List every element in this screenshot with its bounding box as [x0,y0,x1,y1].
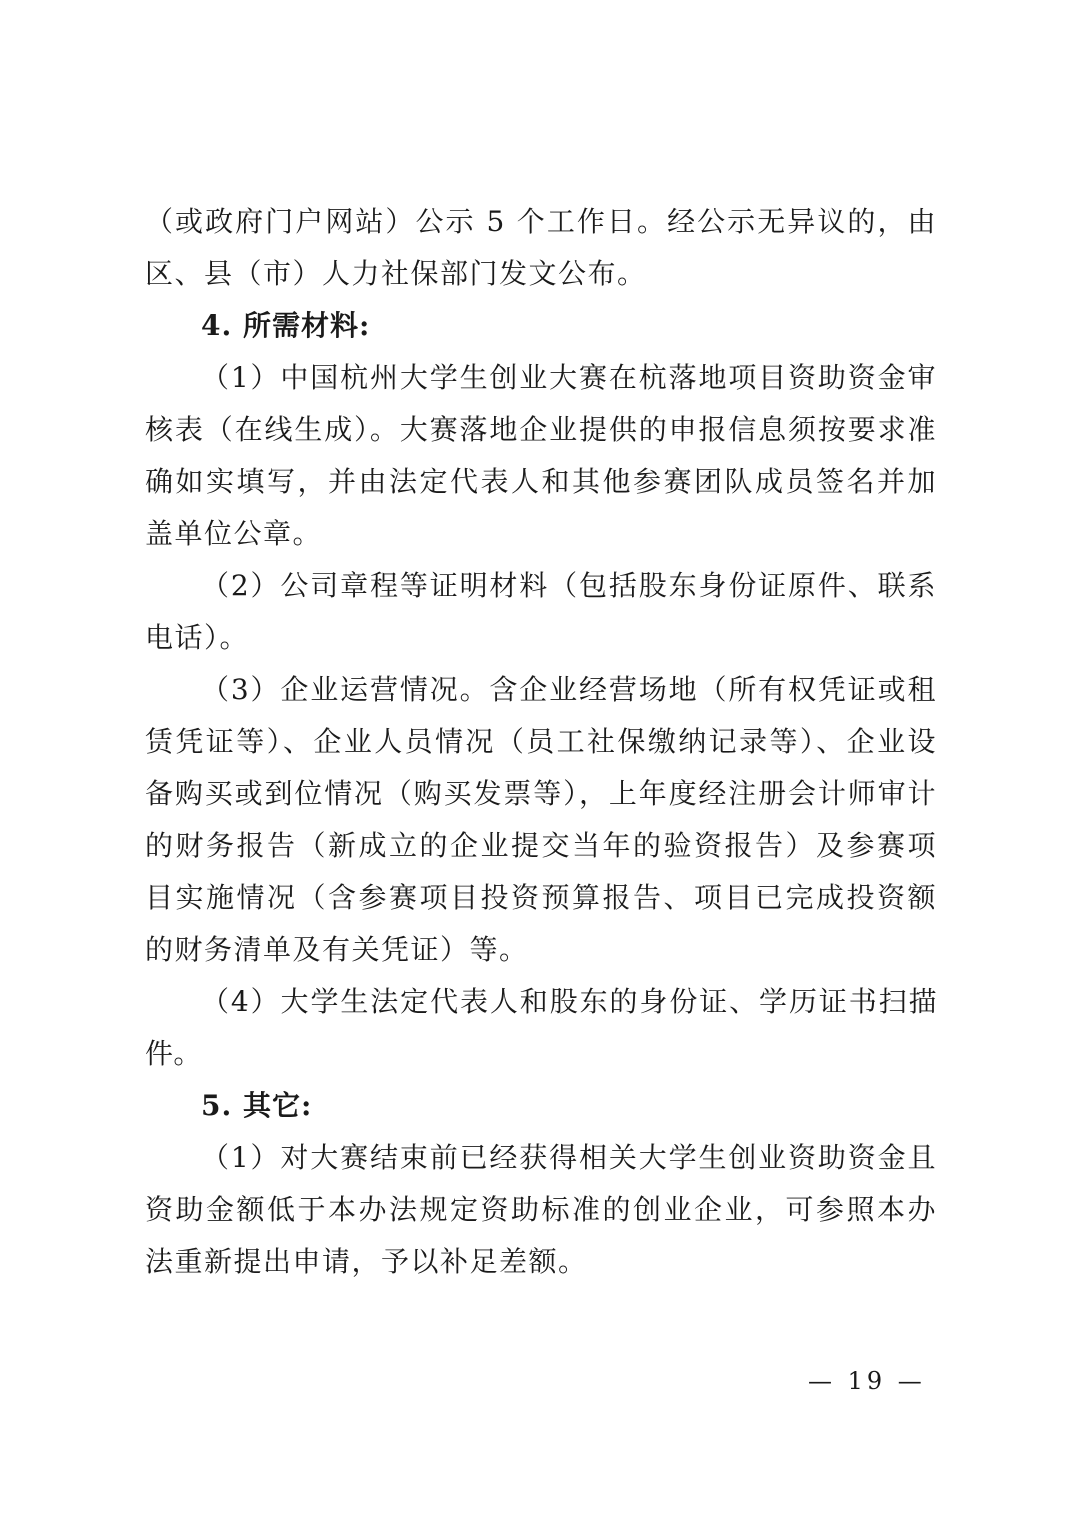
materials-item-2: （2）公司章程等证明材料（包括股东身份证原件、联系电话）。 [145,569,937,654]
section-heading-other: 5. 其它: [201,1089,313,1122]
page-number: — 19 — [808,1367,926,1395]
section-heading-materials: 4. 所需材料: [201,309,371,342]
materials-item-4: （4）大学生法定代表人和股东的身份证、学历证书扫描件。 [145,985,937,1070]
document-body [145,196,937,1288]
other-item-1: （1）对大赛结束前已经获得相关大学生创业资助资金且资助金额低于本办法规定资助标准的创业企业，可参照本办法重新提出申请，予以补足差额。 [145,1141,937,1278]
continuation-paragraph: （或政府门户网站）公示 5 个工作日。经公示无异议的，由区、县（市）人力社保部门发文公布。 [145,205,937,290]
materials-item-3: （3）企业运营情况。含企业经营场地（所有权凭证或租赁凭证等）、企业人员情况（员工社保缴纳记录等）、企业设备购买或到位情况（购买发票等），上年度经注册会计师审计的财务报告（新成立的企业提交当年的验资报告）及参赛项目实施情况（含参赛项目投资预算报告、项目已完成投资额的财务清单及有关凭证）等。 [145,673,937,966]
materials-item-1: （1）中国杭州大学生创业大赛在杭落地项目资助资金审核表（在线生成）。大赛落地企业提供的申报信息须按要求准确如实填写，并由法定代表人和其他参赛团队成员签名并加盖单位公章。 [145,361,937,550]
